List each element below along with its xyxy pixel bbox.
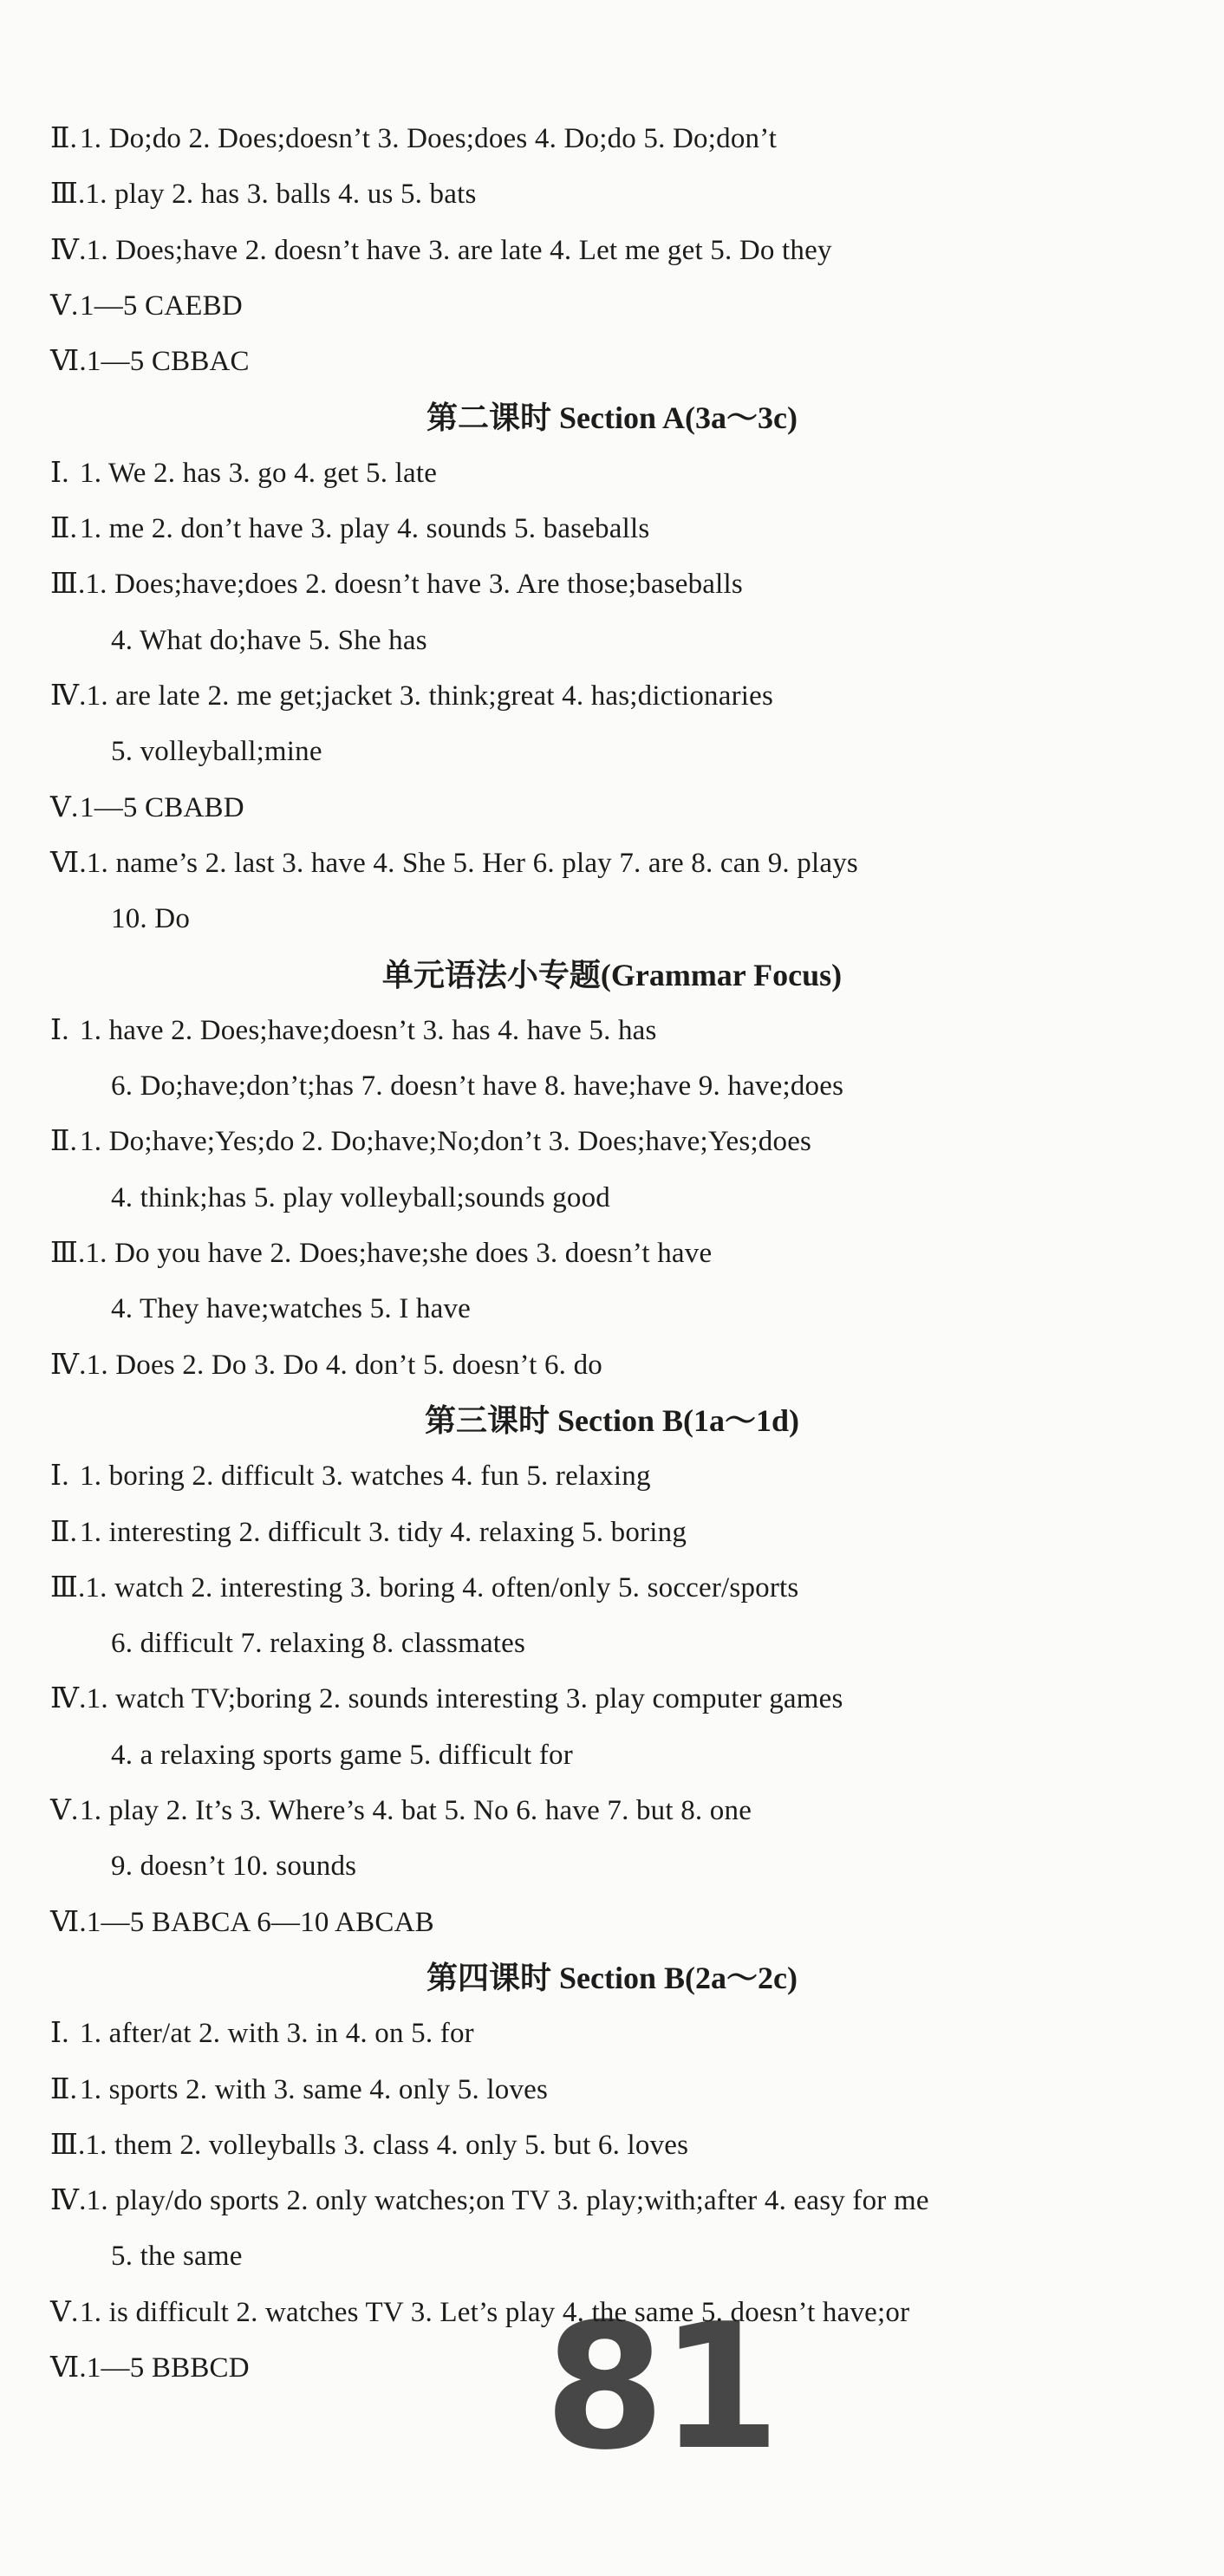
roman-numeral: Ⅰ. (50, 2018, 69, 2049)
roman-numeral: Ⅱ. (50, 123, 78, 154)
answer-line (50, 2183, 929, 2218)
answer-line (50, 1905, 434, 1940)
answer-text: 1. play 2. has 3. balls 4. us 5. bats (85, 179, 477, 210)
answer-line (50, 121, 777, 156)
section-heading: 单元语法小专题(Grammar Focus) (381, 958, 843, 992)
answer-text: 4. What do;have 5. She has (111, 625, 427, 656)
answer-text: 1—5 CBBAC (86, 346, 250, 377)
answer-text: 1. name’s 2. last 3. have 4. She 5. Her 6. play 7. are 8. can 9. plays (86, 848, 858, 879)
roman-numeral: Ⅰ. (50, 1460, 69, 1492)
answer-line (50, 2016, 474, 2051)
answer-line-continued (111, 623, 427, 658)
roman-numeral: Ⅲ. (50, 179, 86, 210)
roman-numeral: Ⅱ. (50, 513, 78, 544)
answer-text: 10. Do (111, 903, 191, 934)
answer-text: 1. after/at 2. with 3. in 4. on 5. for (80, 2018, 474, 2049)
answer-line (50, 511, 649, 546)
answer-text: 1. Does;have;does 2. doesn’t have 3. Are those;baseballs (85, 569, 743, 600)
roman-numeral: Ⅴ. (50, 1795, 79, 1826)
answer-text: 1. Do;have;Yes;do 2. Do;have;No;don’t 3. Does;have;Yes;does (80, 1126, 812, 1157)
roman-numeral: Ⅴ. (50, 290, 79, 322)
page-number: 81 (544, 2287, 776, 2488)
answer-text: 1—5 BABCA 6—10 ABCAB (86, 1907, 434, 1938)
answer-line (50, 2295, 909, 2330)
section-heading: 第二课时 Section A(3a～3c) (426, 400, 798, 435)
roman-numeral: Ⅳ. (50, 2185, 87, 2216)
roman-numeral: Ⅳ. (50, 680, 87, 712)
answer-text: 1—5 CBABD (80, 792, 244, 823)
answer-text: 1. boring 2. difficult 3. watches 4. fun 5. relaxing (80, 1460, 651, 1492)
answer-text: 1. me 2. don’t have 3. play 4. sounds 5. baseballs (80, 513, 650, 544)
answer-text: 1. Do you have 2. Does;have;she does 3. doesn’t have (85, 1238, 713, 1269)
answer-line (50, 233, 832, 268)
answer-line (50, 2351, 250, 2385)
answer-line-continued (111, 1181, 610, 1215)
answer-line (50, 679, 773, 713)
answer-text: 1—5 BBBCD (86, 2352, 250, 2384)
answer-text: 1. play/do sports 2. only watches;on TV 3. play;with;after 4. easy for me (86, 2185, 929, 2216)
section-heading: 第三课时 Section B(1a～1d) (424, 1403, 799, 1438)
answer-line-continued (111, 1626, 525, 1661)
roman-numeral: Ⅵ. (50, 2352, 87, 2384)
answer-line (50, 1571, 798, 1605)
answer-text: 1. is difficult 2. watches TV 3. Let’s play 4. the same 5. doesn’t have;or (80, 2297, 910, 2328)
answer-line-continued (111, 2239, 243, 2274)
answer-line (50, 1793, 752, 1828)
roman-numeral: Ⅲ. (50, 2130, 86, 2161)
roman-numeral: Ⅲ. (50, 1572, 86, 1603)
answer-line (50, 846, 858, 881)
answer-line (50, 289, 243, 323)
answer-line-continued (111, 1849, 356, 1883)
roman-numeral: Ⅲ. (50, 1238, 86, 1269)
roman-numeral: Ⅱ. (50, 1517, 78, 1548)
roman-numeral: Ⅵ. (50, 848, 87, 879)
answer-line (50, 456, 437, 491)
answer-text: 1. watch 2. interesting 3. boring 4. often/only 5. soccer/sports (85, 1572, 799, 1603)
answer-line (50, 344, 250, 379)
answer-text: 4. They have;watches 5. I have (111, 1293, 471, 1324)
answer-text: 6. Do;have;don’t;has 7. doesn’t have 8. have;have 9. have;does (111, 1070, 844, 1102)
answer-text: 4. think;has 5. play volleyball;sounds good (111, 1182, 610, 1213)
answer-line (50, 1013, 657, 1048)
answer-text: 1. have 2. Does;have;doesn’t 3. has 4. have 5. has (80, 1015, 657, 1046)
roman-numeral: Ⅰ. (50, 1015, 69, 1046)
answer-text: 1. sports 2. with 3. same 4. only 5. loves (80, 2074, 549, 2105)
answer-line (50, 1124, 811, 1159)
answer-line (50, 2072, 548, 2107)
roman-numeral: Ⅴ. (50, 2297, 79, 2328)
roman-numeral: Ⅳ. (50, 1683, 87, 1714)
answer-line (50, 177, 477, 211)
answer-text: 1. Does;have 2. doesn’t have 3. are late 4. Let me get 5. Do they (86, 235, 832, 266)
answer-line (50, 1236, 712, 1271)
answer-text: 6. difficult 7. relaxing 8. classmates (111, 1628, 526, 1659)
answer-text: 1. them 2. volleyballs 3. class 4. only 5. but 6. loves (85, 2130, 689, 2161)
answer-text: 1. We 2. has 3. go 4. get 5. late (80, 458, 438, 489)
answer-text: 1. watch TV;boring 2. sounds interesting 3. play computer games (86, 1683, 843, 1714)
answer-line (50, 1682, 843, 1716)
roman-numeral: Ⅱ. (50, 1126, 78, 1157)
roman-numeral: Ⅴ. (50, 792, 79, 823)
answer-text: 5. volleyball;mine (111, 736, 322, 767)
roman-numeral: Ⅳ. (50, 1350, 87, 1381)
answer-line (50, 1348, 602, 1382)
answer-text: 4. a relaxing sports game 5. difficult for (111, 1740, 573, 1771)
answer-text: 1. Do;do 2. Does;doesn’t 3. Does;does 4. Do;do 5. Do;don’t (80, 123, 778, 154)
answer-text: 1. are late 2. me get;jacket 3. think;great 4. has;dictionaries (86, 680, 774, 712)
answer-text: 5. the same (111, 2241, 243, 2272)
answer-text: 1. play 2. It’s 3. Where’s 4. bat 5. No 6. have 7. but 8. one (80, 1795, 752, 1826)
answer-line-continued (111, 901, 190, 936)
roman-numeral: Ⅰ. (50, 458, 69, 489)
answer-text: 9. doesn’t 10. sounds (111, 1851, 357, 1882)
answer-line-continued (111, 1069, 843, 1103)
answer-line-continued (111, 1291, 471, 1326)
answer-line-continued (111, 734, 322, 769)
roman-numeral: Ⅳ. (50, 235, 87, 266)
roman-numeral: Ⅵ. (50, 346, 87, 377)
section-heading: 第四课时 Section B(2a～2c) (426, 1961, 798, 1995)
answer-line (50, 790, 244, 825)
roman-numeral: Ⅲ. (50, 569, 86, 600)
answer-line (50, 1515, 687, 1550)
answer-line (50, 2128, 688, 2163)
answer-line (50, 1459, 651, 1493)
answer-text: 1. interesting 2. difficult 3. tidy 4. relaxing 5. boring (80, 1517, 687, 1548)
roman-numeral: Ⅵ. (50, 1907, 87, 1938)
answer-line (50, 567, 743, 602)
answer-line-continued (111, 1738, 573, 1773)
answer-text: 1—5 CAEBD (80, 290, 243, 322)
answer-text: 1. Does 2. Do 3. Do 4. don’t 5. doesn’t 6. do (86, 1350, 602, 1381)
roman-numeral: Ⅱ. (50, 2074, 78, 2105)
